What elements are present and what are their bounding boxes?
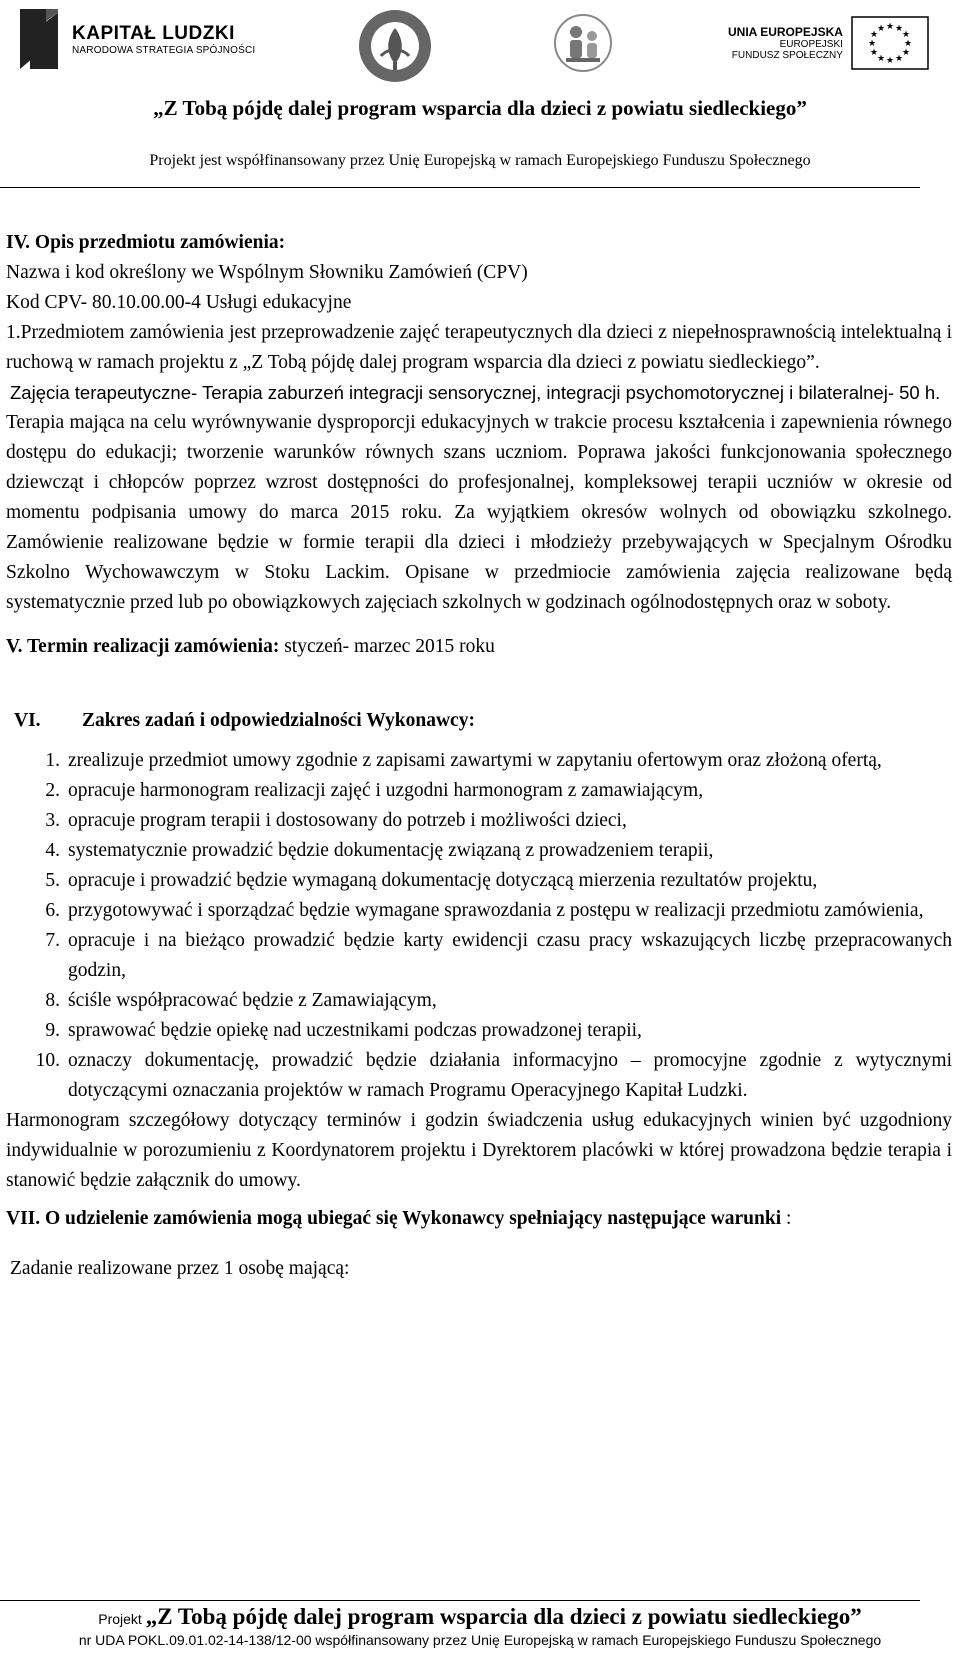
eu-subtitle-2: FUNDUSZ SPOŁECZNY xyxy=(731,50,843,61)
list-item-text: systematycznie prowadzić będzie dokumentację związaną z prowadzeniem terapii, xyxy=(68,840,714,861)
list-item-text: opracuje i prowadzić będzie wymaganą dokumentację dotyczącą mierzenia rezultatów projektu, xyxy=(68,870,818,891)
tasks-list xyxy=(6,746,952,1106)
cpv-code-line: Kod CPV- 80.10.00.00-4 Usługi edukacyjne xyxy=(6,292,352,313)
svg-text:★: ★ xyxy=(901,48,910,58)
list-item xyxy=(6,896,952,926)
eu-title: UNIA EUROPEJSKA xyxy=(728,25,843,39)
list-item-text: ściśle współpracować będzie z Zamawiającym, xyxy=(68,990,437,1011)
list-item xyxy=(6,836,952,866)
section-iv-item-1 xyxy=(6,318,952,378)
section-iv-heading: IV. Opis przedmiotu zamówienia: xyxy=(6,232,286,253)
document-body xyxy=(6,228,952,1284)
list-item-text: opracuje program terapii i dostosowany do potrzeb i możliwości dzieci, xyxy=(68,810,627,831)
zajecia-terapeutyczne: Zajęcia terapeutyczne- Terapia zaburzeń integracji sensorycznej, integracji psychomotorycznej i bilateralnej- 50 h. xyxy=(10,382,941,403)
section-vii-suffix: : xyxy=(781,1208,792,1229)
list-item-number: 6. xyxy=(45,900,60,921)
svg-text:★: ★ xyxy=(894,24,903,34)
eu-subtitle-1: EUROPEJSKI xyxy=(779,39,843,50)
section-vii-heading: VII. O udzielenie zamówienia mogą ubiegać się Wykonawcy spełniający następujące warunki xyxy=(6,1208,782,1229)
svg-text:★: ★ xyxy=(894,54,903,64)
header-subtitle: Projekt jest współfinansowany przez Unię Europejską w ramach Europejskiego Funduszu Społecznego xyxy=(149,152,811,169)
list-item-text: przygotowywać i sporządzać będzie wymagane sprawozdania z postępu w realizacji przedmiotu zamówienia, xyxy=(68,900,924,921)
svg-text:★: ★ xyxy=(869,30,878,40)
section-v-value: styczeń- marzec 2015 roku xyxy=(279,636,495,657)
list-item xyxy=(6,986,952,1016)
svg-text:★: ★ xyxy=(885,56,894,66)
header-logos xyxy=(0,0,960,92)
list-item-text: opracuje i na bieżąco prowadzić będzie karty ewidencji czasu pracy wskazujących liczbę przepracowanych godzin, xyxy=(68,930,952,981)
section-vi-heading-row xyxy=(6,706,952,736)
kapital-ludzki-subtitle: NARODOWA STRATEGIA SPÓJNOŚCI xyxy=(72,44,256,56)
list-item-number: 8. xyxy=(45,990,60,1011)
list-item-number: 1. xyxy=(45,750,60,771)
list-item-number: 10. xyxy=(35,1050,60,1071)
list-item-text: oznaczy dokumentację, prowadzić będzie działania informacyjno – promocyjne zgodnie z wytycznymi dotyczącymi oznaczania projektów w ramach Programu Operacyjnego Kapitał Ludzki. xyxy=(68,1050,952,1101)
eu-logo xyxy=(728,16,929,70)
list-item xyxy=(6,776,952,806)
footer-project-number: nr UDA POKL.09.01.02-14-138/12-00 współfinansowany przez Unię Europejską w ramach Europejskiego Funduszu Społecznego xyxy=(78,1632,882,1648)
svg-text:★: ★ xyxy=(876,24,885,34)
footer-prefix: Projekt xyxy=(98,1611,146,1627)
list-item xyxy=(6,866,952,896)
svg-text:★: ★ xyxy=(903,39,912,49)
section-v-heading: V. Termin realizacji zamówienia: xyxy=(6,636,280,657)
list-item xyxy=(6,1046,952,1106)
list-item xyxy=(6,746,952,776)
svg-text:★: ★ xyxy=(876,54,885,64)
page-footer xyxy=(0,1604,960,1650)
header-divider xyxy=(0,187,920,188)
harmonogram-paragraph: Harmonogram szczegółowy dotyczący terminów i godzin świadczenia usług edukacyjnych winien być uzgodniony indywidualnie w porozumieniu z Koordynatorem projektu i Dyrektorem placówki w której prowadzona będzie terapia i stanowić będzie załącznik do umowy. xyxy=(6,1110,952,1191)
svg-text:★: ★ xyxy=(867,39,876,49)
list-item xyxy=(6,1016,952,1046)
list-item-number: 4. xyxy=(45,840,60,861)
section-vi-number: VI. xyxy=(14,710,41,731)
section-iv-body: Terapia mająca na celu wyrównywanie dysproporcji edukacyjnych w trakcie procesu kształcenia i zapewnienia równego dostępu do edukacji; tworzenie warunków równych szans uczniom. Poprawa jakości funkcjonowania społecznego dziewcząt i chłopców poprzez wzrost dostępności do profesjonalnej, kompleksowej terapii uczniów w okresie od momentu podpisania umowy do marca 2015 roku. Za wyjątkiem okresów wolnych od obowiązku szkolnego. Zamówienie realizowane będzie w formie terapii dla dzieci i młodzieży przebywających w Specjalnym Ośrodku Szkolno Wychowawczym w Stoku Lackim. Opisane w przedmiocie zamówienia zajęcia realizowane będą systematycznie przed lub po obowiązkowych zajęciach szkolnych w godzinach ogólnodostępnych oraz w soboty. xyxy=(6,412,952,613)
section-vii xyxy=(6,1204,952,1234)
cpv-name-line: Nazwa i kod określony we Wspólnym Słowniku Zamówień (CPV) xyxy=(6,262,528,283)
item-1-number: 1. xyxy=(6,322,21,343)
list-item-number: 2. xyxy=(45,780,60,801)
list-item-number: 7. xyxy=(45,930,60,951)
svg-text:★: ★ xyxy=(869,48,878,58)
section-v xyxy=(6,632,952,662)
list-item xyxy=(6,926,952,986)
kapital-ludzki-title: KAPITAŁ LUDZKI xyxy=(72,22,235,44)
list-item-text: opracuje harmonogram realizacji zajęć i uzgodni harmonogram z zamawiającym, xyxy=(68,780,704,801)
list-item xyxy=(6,806,952,836)
item-1-text: Przedmiotem zamówienia jest przeprowadzenie zajęć terapeutycznych dla dzieci z niepełnosprawnością intelektualną i ruchową w ramach projektu z „Z Tobą pójdę dalej program wsparcia dla dzieci z powiatu siedleckiego”. xyxy=(6,322,952,373)
powiat-siedlecki-emblem-icon xyxy=(357,8,433,84)
list-item-number: 9. xyxy=(45,1020,60,1041)
kapital-ludzki-logo xyxy=(16,4,255,74)
list-item-text: sprawować będzie opiekę nad uczestnikami podczas prowadzonej terapii, xyxy=(68,1020,642,1041)
list-item-text: zrealizuje przedmiot umowy zgodnie z zapisami zawartymi w zapytaniu ofertowym oraz złożoną ofertą, xyxy=(68,750,882,771)
footer-title: „Z Tobą pójdę dalej program wsparcia dla dzieci z powiatu siedleckiego” xyxy=(145,1604,862,1629)
list-item-number: 5. xyxy=(45,870,60,891)
svg-text:★: ★ xyxy=(885,22,894,32)
children-program-icon xyxy=(552,12,614,76)
footer-divider xyxy=(0,1600,920,1601)
list-item-number: 3. xyxy=(45,810,60,831)
eu-flag-icon xyxy=(851,16,929,70)
header-title: „Z Tobą pójdę dalej program wsparcia dla dzieci z powiatu siedleckiego” xyxy=(153,96,807,120)
kapital-ludzki-mark-icon xyxy=(16,7,64,71)
zadanie-line: Zadanie realizowane przez 1 osobę mającą: xyxy=(10,1258,350,1279)
svg-text:★: ★ xyxy=(901,30,910,40)
section-vi-heading: Zakres zadań i odpowiedzialności Wykonawcy: xyxy=(82,710,475,731)
